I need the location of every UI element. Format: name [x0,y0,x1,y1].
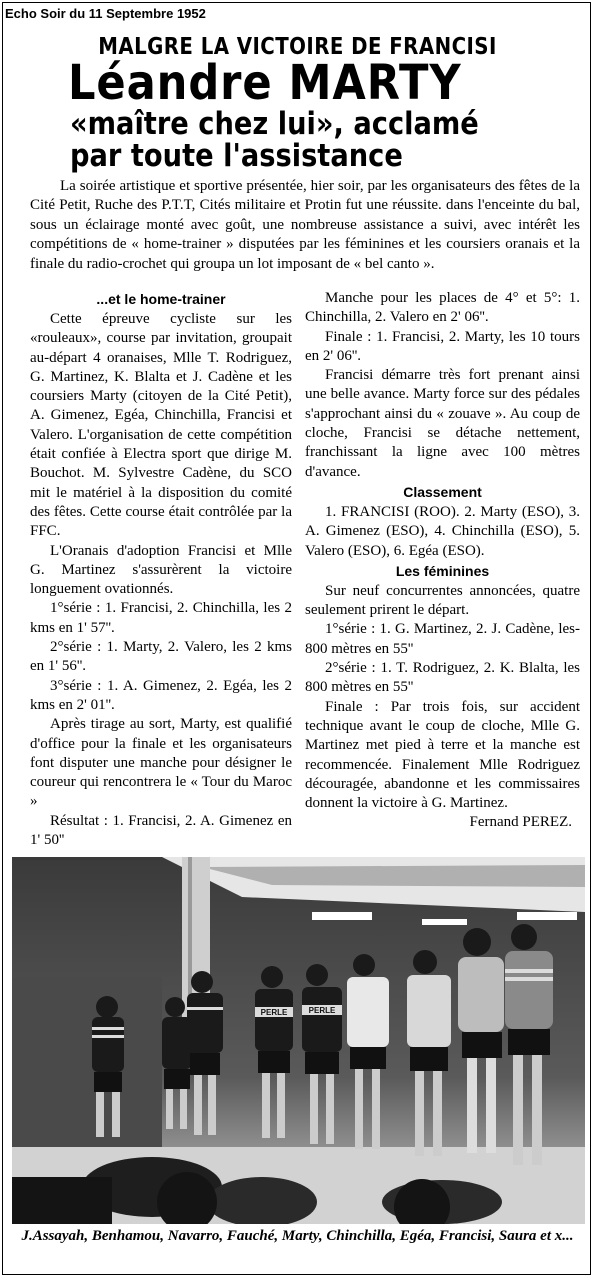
left-paragraph: Résultat : 1. Francisi, 2. A. Gimenez en 1' 50'' [30,812,292,849]
left-paragraph: 2°série : 1. Marty, 2. Valero, les 2 kms en 1' 56''. [30,639,292,675]
jersey-lettering: PERLE [260,1008,288,1017]
left-paragraph: 3°série : 1. A. Gimenez, 2. Egéa, les 2 kms en 2' 01''. [30,677,292,713]
feminines-paragraph: Finale : Par trois fois, sur accident technique avant le coup de cloche, Mlle G. Martinez met pied à terre et la manche est recommencée. Finalement Mlle Rodriguez découragée, abandonne et les commissaires donnent la victoire à G. Martinez. [305,698,580,812]
headline-subtitle-line1: «maître chez lui», acclamé [70,106,479,142]
classement-text: 1. FRANCISI (ROO). 2. Marty (ESO), 3. A. Gimenez (ESO), 4. Chinchilla (ESO), 5. Valero (ESO), 6. Egéa (ESO). [305,503,580,559]
right-paragraph: Manche pour les places de 4° et 5°: 1. Chinchilla, 2. Valero en 2' 06''. [305,290,580,326]
feminines-paragraph: Sur neuf concurrentes annoncées, quatre seulement prirent le départ. [305,582,580,619]
left-column [30,289,292,850]
left-paragraph: Après tirage au sort, Marty, est qualifié d'office pour la finale et les organisateurs font disputer une manche pour désigner le coureur qui rencontrera le « Tour du Maroc » [30,716,292,810]
right-paragraph: Finale : 1. Francisi, 2. Marty, les 10 tours en 2' 06''. [305,328,580,364]
right-column [305,289,580,833]
feminines-paragraph: 1°série : 1. G. Martinez, 2. J. Cadène, les-800 mètres en 55'' [305,621,580,657]
left-column-heading: ...et le home-trainer [96,291,226,307]
source-line: Echo Soir du 11 Septembre 1952 [5,6,206,21]
photo-caption: J.Assayah, Benhamou, Navarro, Fauché, Marty, Chinchilla, Egéa, Francisi, Saura et x... [21,1228,574,1244]
headline-kicker: MALGRE LA VICTOIRE DE FRANCISI [98,34,497,60]
classement-heading: Classement [403,483,482,500]
signature: Fernand PEREZ. [469,814,572,831]
left-paragraph: Cette épreuve cycliste sur les «rouleaux», course par invitation, groupait au-départ 4 oranaises, Mlle T. Rodriguez, G. Martinez, K. Blalta et J. Cadène et les coursiers Marty (citoyen de la Cité Petit), A. Gimenez, Egéa, Chinchilla, Francisi et Valero. L'organisation de cette compétition était confiée à Electra sport que dirige M. Bouchot. M. Sylvestre Cadène, du SCO mit le matériel à la disposition du comité des fêtes. Cette course était contrôlée par la FFC. [30,311,292,540]
headline-subtitle-line2: par toute l'assistance [70,138,403,174]
left-paragraph: 1°série : 1. Francisi, 2. Chinchilla, les 2 kms en 1' 57''. [30,600,292,636]
left-paragraph: L'Oranais d'adoption Francisi et Mlle G. Martinez s'assurèrent la victoire longuement ovationnés. [30,542,292,598]
right-paragraph: Francisi démarre très fort prenant ainsi une belle avance. Marty force sur des pédales s'approchant ainsi du « zouave ». Au coup de cloche, Francisi se détache nettement, franchissant la ligne avec 100 mètres d'avance. [305,367,580,480]
headline-subtitle [70,108,479,172]
feminines-paragraph: 2°série : 1. T. Rodriguez, 2. K. Blalta, les 800 mètres en 55'' [305,660,580,696]
intro-paragraph: La soirée artistique et sportive présentée, hier soir, par les organisateurs des fêtes de la Cité Petit, Ruche des P.T.T, Cités militaire et Protin fut une réussite. dans l'enceinte du bal, sous un éclairage monté avec goût, une nombreuse assistance a suivi, avec intérêt les compétitions de « home-trainer » disputées par les féminines et les coursiers oranais et la finale du radio-crochet qui groupa un lot imposant de « bel canto ». [30,178,580,272]
cyclists-photo [12,857,585,1224]
jersey-lettering: PERLE [308,1006,336,1015]
headline-title: Léandre MARTY [68,55,462,111]
feminines-heading: Les féminines [395,562,490,579]
cyclists-photo-illustration [12,857,585,1224]
